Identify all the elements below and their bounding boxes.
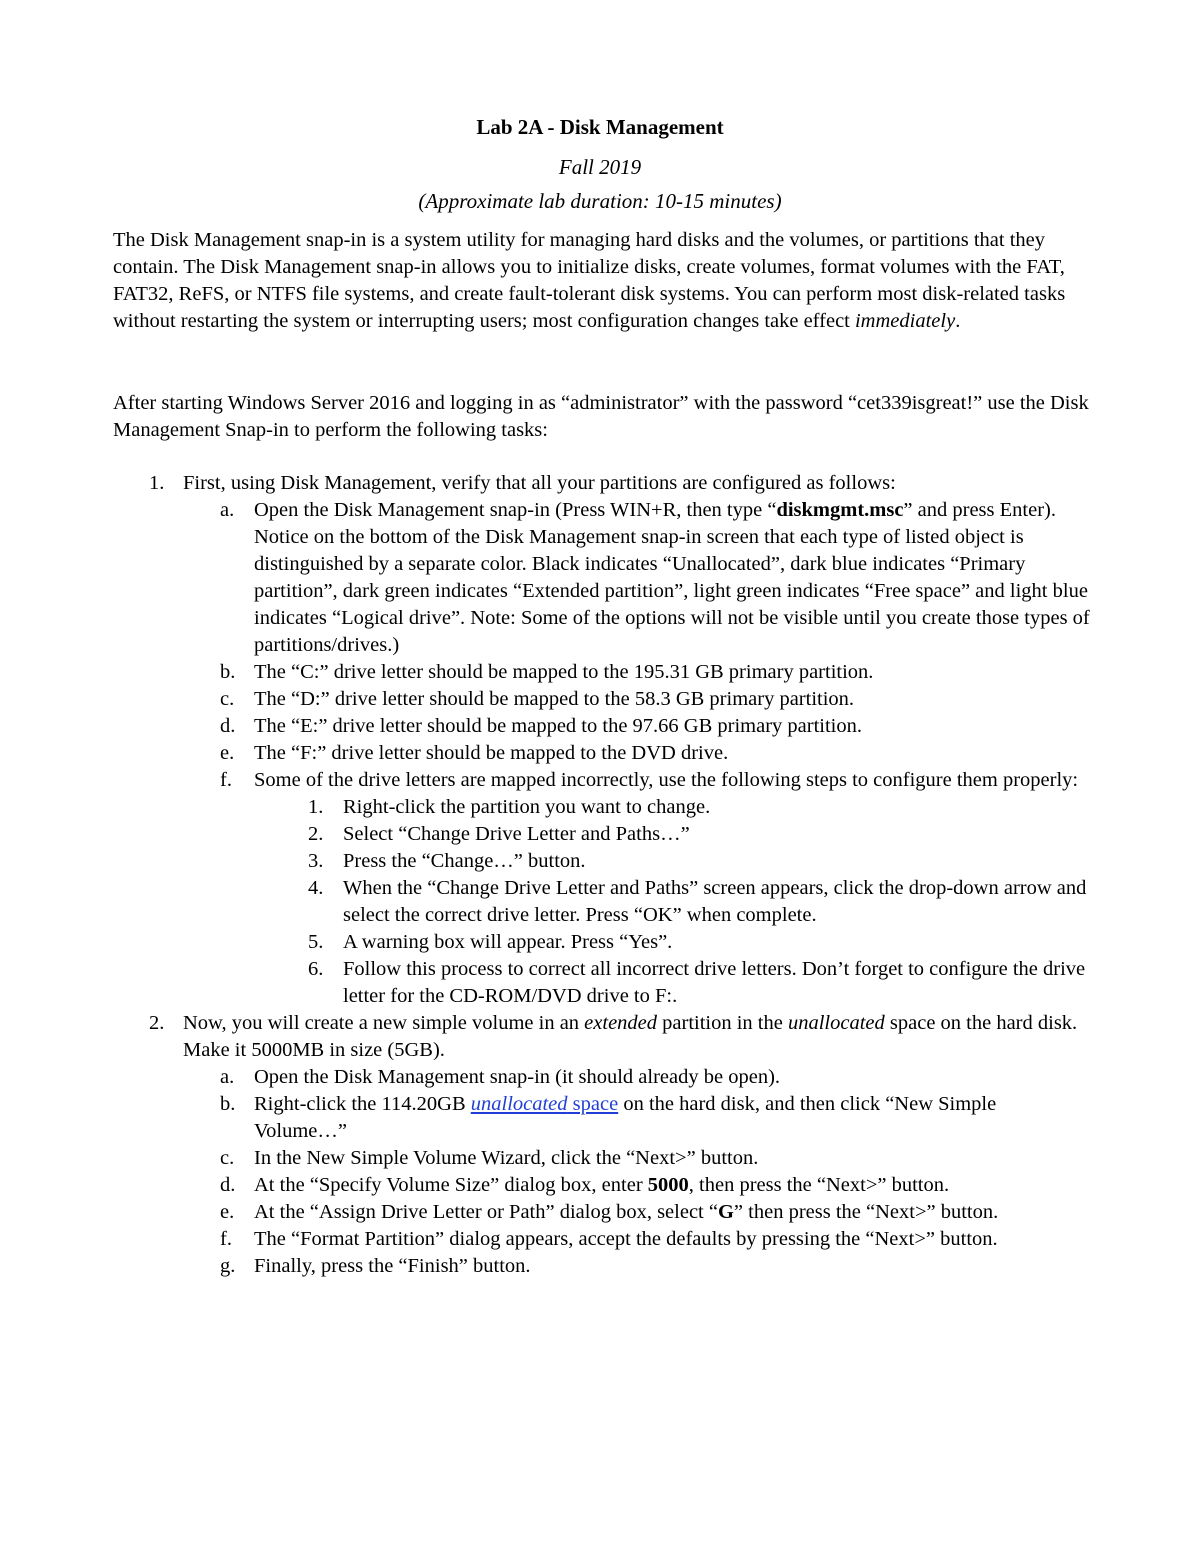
subtask-marker: f. xyxy=(220,1228,232,1250)
step-text: Select “Change Drive Letter and Paths…” xyxy=(343,823,690,845)
command-text: diskmgmt.msc xyxy=(776,499,904,521)
subtask-marker: g. xyxy=(220,1255,236,1277)
subtask-item xyxy=(113,713,1093,740)
subtask-item xyxy=(113,497,1093,659)
subtask-marker: e. xyxy=(220,742,235,764)
step-marker: 3. xyxy=(308,850,324,872)
document-term: Fall 2019 xyxy=(558,155,642,179)
step-item xyxy=(113,929,1093,956)
task-item-2 xyxy=(113,1010,1093,1280)
drive-letter-value: G xyxy=(717,1201,734,1223)
intro-text: The Disk Management snap-in is a system utility for managing hard disks and the volumes, or partitions that they contain. The Disk Management snap-in allows you to initialize disks, create volumes, format volumes with the FAT, FAT32, ReFS, or NTFS file systems, and create fault-tolerant disk systems. You can perform most disk-related tasks without restarting the system or interrupting users; most configuration changes take effect xyxy=(113,229,1066,332)
subtask-text: At the “Assign Drive Letter or Path” dialog box, select “G” then press the “Next>” button. xyxy=(254,1201,999,1223)
step-item xyxy=(113,848,1093,875)
subtask-item xyxy=(113,740,1093,767)
subtask-item xyxy=(113,1172,1093,1199)
subtask-item xyxy=(113,1091,1093,1145)
subtask-text: Open the Disk Management snap-in (Press WIN+R, then type “diskmgmt.msc” and press Enter). Notice on the bottom of the Disk Management snap-in screen that each type of listed object is distinguished by a separate color. Black indicates “Unallocated”, dark blue indicates “Primary partition”, dark green indicates “Extended partition”, light green indicates “Free space” and light blue indicates “Logical drive”. Note: Some of the options will not be visible until you create those types of partitions/drives.) xyxy=(254,499,1090,656)
intro-paragraph xyxy=(113,227,1093,335)
lab-duration: (Approximate lab duration: 10-15 minutes) xyxy=(418,189,782,213)
emphasis-unallocated: unallocated xyxy=(787,1012,885,1034)
subtask-text: Some of the drive letters are mapped incorrectly, use the following steps to configure them properly: xyxy=(254,769,1079,791)
subtask-item xyxy=(113,1199,1093,1226)
subtask-text: Finally, press the “Finish” button. xyxy=(254,1255,531,1277)
step-marker: 2. xyxy=(308,823,324,845)
subtask-marker: e. xyxy=(220,1201,235,1223)
subtask-marker: c. xyxy=(220,1147,235,1169)
subtask-marker: a. xyxy=(220,1066,235,1088)
subtask-marker: c. xyxy=(220,688,235,710)
step-list xyxy=(113,794,1093,1010)
task-text: First, using Disk Management, verify that all your partitions are configured as follows: xyxy=(183,472,896,494)
step-item xyxy=(113,875,1093,929)
subtask-marker: b. xyxy=(220,1093,236,1115)
step-item xyxy=(113,794,1093,821)
step-marker: 5. xyxy=(308,931,324,953)
step-item xyxy=(113,956,1093,1010)
subtask-item xyxy=(113,686,1093,713)
instructions-paragraph: After starting Windows Server 2016 and logging in as “administrator” with the password “cet339isgreat!” use the Disk Management Snap-in to perform the following tasks: xyxy=(113,392,1089,441)
task-text: Now, you will create a new simple volume in an extended partition in the unallocated space on the hard disk. Make it 5000MB in size (5GB). xyxy=(183,1012,1078,1061)
subtask-item xyxy=(113,1064,1093,1091)
subtask-text: At the “Specify Volume Size” dialog box, enter 5000, then press the “Next>” button. xyxy=(254,1174,950,1196)
subtask-text: The “D:” drive letter should be mapped to the 58.3 GB primary partition. xyxy=(254,688,855,710)
subtask-item xyxy=(113,659,1093,686)
subtask-text: The “E:” drive letter should be mapped to the 97.66 GB primary partition. xyxy=(254,715,863,737)
volume-size-value: 5000 xyxy=(647,1174,689,1196)
step-marker: 1. xyxy=(308,796,324,818)
intro-emphasis: immediately xyxy=(854,310,956,332)
task-marker: 2. xyxy=(149,1012,165,1034)
subtask-text: Open the Disk Management snap-in (it should already be open). xyxy=(254,1066,781,1088)
subtask-marker: b. xyxy=(220,661,236,683)
step-item xyxy=(113,821,1093,848)
subtask-item xyxy=(113,1226,1093,1253)
step-text: Right-click the partition you want to change. xyxy=(343,796,711,818)
subtask-text: The “C:” drive letter should be mapped to the 195.31 GB primary partition. xyxy=(254,661,874,683)
step-marker: 4. xyxy=(308,877,324,899)
subtask-marker: d. xyxy=(220,715,236,737)
subtask-list xyxy=(113,1064,1093,1280)
subtask-text: The “Format Partition” dialog appears, accept the defaults by pressing the “Next>” button. xyxy=(254,1228,998,1250)
step-marker: 6. xyxy=(308,958,324,980)
subtask-marker: a. xyxy=(220,499,235,521)
document-title: Lab 2A - Disk Management xyxy=(476,115,724,139)
unallocated-space-link[interactable]: unallocated space xyxy=(470,1093,619,1115)
subtask-marker: d. xyxy=(220,1174,236,1196)
task-item-1 xyxy=(113,470,1093,1010)
intro-end: . xyxy=(955,310,961,332)
subtask-item xyxy=(113,1145,1093,1172)
emphasis-extended: extended xyxy=(584,1012,658,1034)
task-list xyxy=(113,470,1093,1280)
subtask-text: In the New Simple Volume Wizard, click the “Next>” button. xyxy=(254,1147,759,1169)
subtask-list xyxy=(113,497,1093,1010)
step-text: A warning box will appear. Press “Yes”. xyxy=(343,931,673,953)
subtask-marker: f. xyxy=(220,769,232,791)
step-text: Press the “Change…” button. xyxy=(343,850,586,872)
subtask-item xyxy=(113,767,1093,1010)
step-text: Follow this process to correct all incorrect drive letters. Don’t forget to configure the drive letter for the CD-ROM/DVD drive to F:. xyxy=(343,958,1086,1007)
step-text: When the “Change Drive Letter and Paths” screen appears, click the drop-down arrow and select the correct drive letter. Press “OK” when complete. xyxy=(343,877,1087,926)
subtask-text: Right-click the 114.20GB unallocated space on the hard disk, and then click “New Simple Volume…” xyxy=(254,1093,997,1142)
subtask-item xyxy=(113,1253,1093,1280)
task-marker: 1. xyxy=(149,472,165,494)
subtask-text: The “F:” drive letter should be mapped to the DVD drive. xyxy=(254,742,729,764)
